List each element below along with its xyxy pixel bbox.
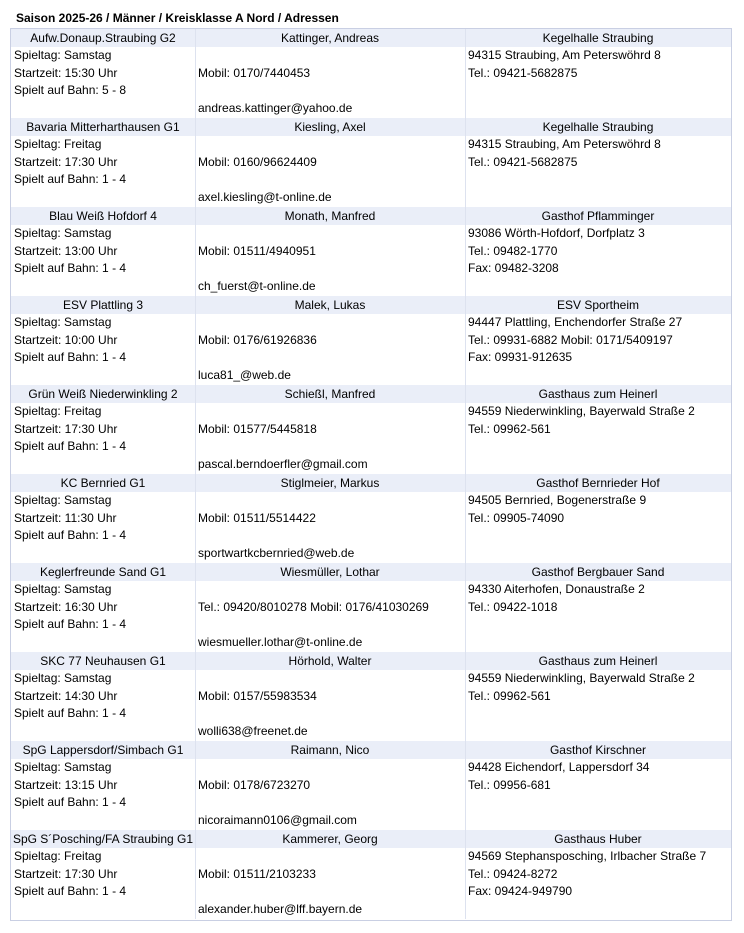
team-spieltag: Spieltag: Freitag bbox=[14, 137, 102, 151]
contact-name: Stiglmeier, Markus bbox=[280, 476, 380, 490]
team-bahn: Spielt auf Bahn: 1 - 4 bbox=[14, 884, 127, 898]
team-bahn: Spielt auf Bahn: 1 - 4 bbox=[14, 706, 127, 720]
club-details-row bbox=[11, 403, 731, 474]
venue-name: Gasthof Pflamminger bbox=[541, 209, 655, 223]
venue-phone: Tel.: 09956-681 bbox=[468, 777, 551, 792]
venue-name: Gasthof Kirschner bbox=[549, 743, 647, 757]
contact-email: wolli638@freenet.de bbox=[198, 723, 308, 738]
venue-name: Gasthaus zum Heinerl bbox=[538, 387, 658, 401]
venue-address: 94559 Niederwinkling, Bayerwald Straße 2 bbox=[468, 404, 695, 418]
team-name: KC Bernried G1 bbox=[60, 476, 146, 490]
team-startzeit: Startzeit: 17:30 Uhr bbox=[14, 154, 118, 169]
team-name: Blau Weiß Hofdorf 4 bbox=[49, 209, 157, 223]
team-bahn: Spielt auf Bahn: 1 - 4 bbox=[14, 172, 127, 186]
team-spieltag: Spieltag: Freitag bbox=[14, 404, 102, 418]
team-spieltag: Spieltag: Samstag bbox=[14, 671, 112, 685]
venue-address: 94569 Stephansposching, Irlbacher Straße 7 bbox=[468, 849, 707, 863]
team-bahn: Spielt auf Bahn: 1 - 4 bbox=[14, 439, 127, 453]
club-details-row bbox=[11, 136, 731, 207]
club-entry bbox=[11, 741, 731, 830]
venue-address: 94447 Plattling, Enchendorfer Straße 27 bbox=[468, 315, 683, 329]
page-title: Saison 2025-26 / Männer / Kreisklasse A Nord / Adressen bbox=[16, 11, 339, 25]
club-header-row bbox=[11, 474, 731, 492]
venue-address: 94315 Straubing, Am Peterswöhrd 8 bbox=[468, 48, 661, 62]
team-name: SKC 77 Neuhausen G1 bbox=[40, 654, 166, 668]
contact-phone: Tel.: 09420/8010278 Mobil: 0176/41030269 bbox=[198, 599, 429, 614]
venue-address: 94505 Bernried, Bogenerstraße 9 bbox=[468, 493, 647, 507]
team-name: Aufw.Donaup.Straubing G2 bbox=[30, 31, 176, 45]
column-divider bbox=[195, 474, 196, 563]
club-details-row bbox=[11, 848, 731, 919]
column-divider bbox=[465, 474, 466, 563]
venue-phone: Tel.: 09422-1018 bbox=[468, 599, 558, 614]
venue-fax bbox=[465, 794, 731, 812]
venue-phone: Tel.: 09421-5682875 bbox=[468, 65, 578, 80]
column-divider bbox=[195, 652, 196, 741]
team-bahn: Spielt auf Bahn: 1 - 4 bbox=[14, 350, 127, 364]
team-spieltag: Spieltag: Samstag bbox=[14, 582, 112, 596]
club-header-row bbox=[11, 29, 731, 47]
club-entry bbox=[11, 474, 731, 563]
column-divider bbox=[465, 830, 466, 919]
contact-email: nicoraimann0106@gmail.com bbox=[198, 812, 357, 827]
club-entry bbox=[11, 385, 731, 474]
contact-name: Schießl, Manfred bbox=[284, 387, 376, 401]
team-startzeit: Startzeit: 17:30 Uhr bbox=[14, 866, 118, 881]
club-entry bbox=[11, 563, 731, 652]
team-bahn: Spielt auf Bahn: 1 - 4 bbox=[14, 528, 127, 542]
venue-phone: Tel.: 09962-561 bbox=[468, 421, 551, 436]
contact-phone: Mobil: 01577/5445818 bbox=[198, 421, 317, 436]
contact-email: axel.kiesling@t-online.de bbox=[198, 189, 332, 204]
club-header-row bbox=[11, 830, 731, 848]
club-details-row bbox=[11, 47, 731, 118]
contact-name: Raimann, Nico bbox=[290, 743, 370, 757]
venue-fax bbox=[465, 82, 731, 100]
venue-address: 93086 Wörth-Hofdorf, Dorfplatz 3 bbox=[468, 226, 645, 240]
contact-name: Monath, Manfred bbox=[284, 209, 376, 223]
team-startzeit: Startzeit: 13:00 Uhr bbox=[14, 243, 118, 258]
team-startzeit: Startzeit: 15:30 Uhr bbox=[14, 65, 118, 80]
column-divider bbox=[465, 741, 466, 830]
contact-email: wiesmueller.lothar@t-online.de bbox=[198, 634, 363, 649]
team-name: SpG S´Posching/FA Straubing G1 bbox=[12, 832, 194, 846]
venue-address: 94428 Eichendorf, Lappersdorf 34 bbox=[468, 760, 650, 774]
venue-name: ESV Sportheim bbox=[556, 298, 640, 312]
venue-fax bbox=[465, 438, 731, 456]
column-divider bbox=[465, 296, 466, 385]
club-details-row bbox=[11, 492, 731, 563]
column-divider bbox=[195, 385, 196, 474]
venue-address: 94559 Niederwinkling, Bayerwald Straße 2 bbox=[468, 671, 695, 685]
team-startzeit: Startzeit: 10:00 Uhr bbox=[14, 332, 118, 347]
column-divider bbox=[465, 118, 466, 207]
team-bahn: Spielt auf Bahn: 5 - 8 bbox=[14, 83, 127, 97]
contact-phone: Mobil: 0157/55983534 bbox=[198, 688, 317, 703]
team-spieltag: Spieltag: Samstag bbox=[14, 760, 112, 774]
team-spieltag: Spieltag: Samstag bbox=[14, 493, 112, 507]
venue-name: Kegelhalle Straubing bbox=[542, 120, 654, 134]
column-divider bbox=[465, 563, 466, 652]
venue-phone: Tel.: 09421-5682875 bbox=[468, 154, 578, 169]
club-entry bbox=[11, 207, 731, 296]
club-header-row bbox=[11, 118, 731, 136]
contact-email: ch_fuerst@t-online.de bbox=[198, 278, 316, 293]
contact-name: Kiesling, Axel bbox=[294, 120, 366, 134]
venue-fax bbox=[465, 705, 731, 723]
column-divider bbox=[195, 296, 196, 385]
club-details-row bbox=[11, 759, 731, 830]
column-divider bbox=[465, 207, 466, 296]
contact-phone: Mobil: 0170/7440453 bbox=[198, 65, 311, 80]
contact-name: Kammerer, Georg bbox=[282, 832, 378, 846]
team-startzeit: Startzeit: 17:30 Uhr bbox=[14, 421, 118, 436]
venue-address: 94330 Aiterhofen, Donaustraße 2 bbox=[468, 582, 645, 596]
venue-phone: Tel.: 09424-8272 bbox=[468, 866, 558, 881]
venue-fax bbox=[465, 527, 731, 545]
club-header-row bbox=[11, 296, 731, 314]
venue-phone: Tel.: 09482-1770 bbox=[468, 243, 558, 258]
column-divider bbox=[195, 563, 196, 652]
club-entry bbox=[11, 296, 731, 385]
club-header-row bbox=[11, 741, 731, 759]
column-divider bbox=[465, 652, 466, 741]
team-startzeit: Startzeit: 11:30 Uhr bbox=[14, 510, 117, 525]
team-spieltag: Spieltag: Samstag bbox=[14, 226, 112, 240]
team-spieltag: Spieltag: Freitag bbox=[14, 849, 102, 863]
contact-phone: Mobil: 0160/96624409 bbox=[198, 154, 317, 169]
column-divider bbox=[195, 741, 196, 830]
club-entry bbox=[11, 118, 731, 207]
venue-fax: Fax: 09931-912635 bbox=[468, 350, 573, 364]
venue-name: Kegelhalle Straubing bbox=[542, 31, 654, 45]
team-bahn: Spielt auf Bahn: 1 - 4 bbox=[14, 261, 127, 275]
team-name: Grün Weiß Niederwinkling 2 bbox=[28, 387, 178, 401]
contact-email: sportwartkcbernried@web.de bbox=[198, 545, 355, 560]
club-details-row bbox=[11, 670, 731, 741]
team-startzeit: Startzeit: 14:30 Uhr bbox=[14, 688, 118, 703]
contact-name: Wiesmüller, Lothar bbox=[280, 565, 380, 579]
venue-address: 94315 Straubing, Am Peterswöhrd 8 bbox=[468, 137, 661, 151]
venue-phone: Tel.: 09962-561 bbox=[468, 688, 551, 703]
club-entry bbox=[11, 652, 731, 741]
team-name: Bavaria Mitterharthausen G1 bbox=[26, 120, 180, 134]
club-header-row bbox=[11, 385, 731, 403]
contact-name: Kattinger, Andreas bbox=[280, 31, 380, 45]
club-details-row bbox=[11, 581, 731, 652]
venue-fax: Fax: 09482-3208 bbox=[468, 261, 559, 275]
contact-phone: Mobil: 01511/5514422 bbox=[198, 510, 316, 525]
contact-name: Hörhold, Walter bbox=[288, 654, 372, 668]
contact-phone: Mobil: 01511/2103233 bbox=[198, 866, 316, 881]
club-header-row bbox=[11, 207, 731, 225]
venue-name: Gasthaus Huber bbox=[554, 832, 642, 846]
contact-phone: Mobil: 0178/6723270 bbox=[198, 777, 311, 792]
team-name: Keglerfreunde Sand G1 bbox=[39, 565, 167, 579]
team-name: ESV Plattling 3 bbox=[62, 298, 144, 312]
venue-name: Gasthof Bernrieder Hof bbox=[536, 476, 660, 490]
venue-phone: Tel.: 09905-74090 bbox=[468, 510, 565, 525]
column-divider bbox=[195, 118, 196, 207]
club-entry bbox=[11, 29, 731, 118]
club-details-row bbox=[11, 225, 731, 296]
team-startzeit: Startzeit: 16:30 Uhr bbox=[14, 599, 118, 614]
club-header-row bbox=[11, 652, 731, 670]
team-name: SpG Lappersdorf/Simbach G1 bbox=[22, 743, 184, 757]
venue-name: Gasthof Bergbauer Sand bbox=[531, 565, 665, 579]
team-spieltag: Spieltag: Samstag bbox=[14, 315, 112, 329]
address-table bbox=[10, 28, 732, 921]
contact-phone: Mobil: 0176/61926836 bbox=[198, 332, 317, 347]
contact-name: Malek, Lukas bbox=[294, 298, 366, 312]
column-divider bbox=[195, 830, 196, 919]
venue-fax bbox=[465, 616, 731, 634]
contact-phone: Mobil: 01511/4940951 bbox=[198, 243, 316, 258]
column-divider bbox=[465, 385, 466, 474]
club-header-row bbox=[11, 563, 731, 581]
column-divider bbox=[195, 207, 196, 296]
venue-fax bbox=[465, 171, 731, 189]
column-divider bbox=[195, 29, 196, 118]
venue-name: Gasthaus zum Heinerl bbox=[538, 654, 658, 668]
column-divider bbox=[465, 29, 466, 118]
contact-email: luca81_@web.de bbox=[198, 367, 291, 382]
venue-fax: Fax: 09424-949790 bbox=[468, 884, 573, 898]
contact-email: pascal.berndoerfler@gmail.com bbox=[198, 456, 368, 471]
venue-phone: Tel.: 09931-6882 Mobil: 0171/5409197 bbox=[468, 332, 673, 347]
contact-email: andreas.kattinger@yahoo.de bbox=[198, 100, 353, 115]
club-entry bbox=[11, 830, 731, 919]
team-bahn: Spielt auf Bahn: 1 - 4 bbox=[14, 795, 127, 809]
team-spieltag: Spieltag: Samstag bbox=[14, 48, 112, 62]
club-details-row bbox=[11, 314, 731, 385]
contact-email: alexander.huber@lff.bayern.de bbox=[198, 901, 363, 916]
team-bahn: Spielt auf Bahn: 1 - 4 bbox=[14, 617, 127, 631]
team-startzeit: Startzeit: 13:15 Uhr bbox=[14, 777, 118, 792]
